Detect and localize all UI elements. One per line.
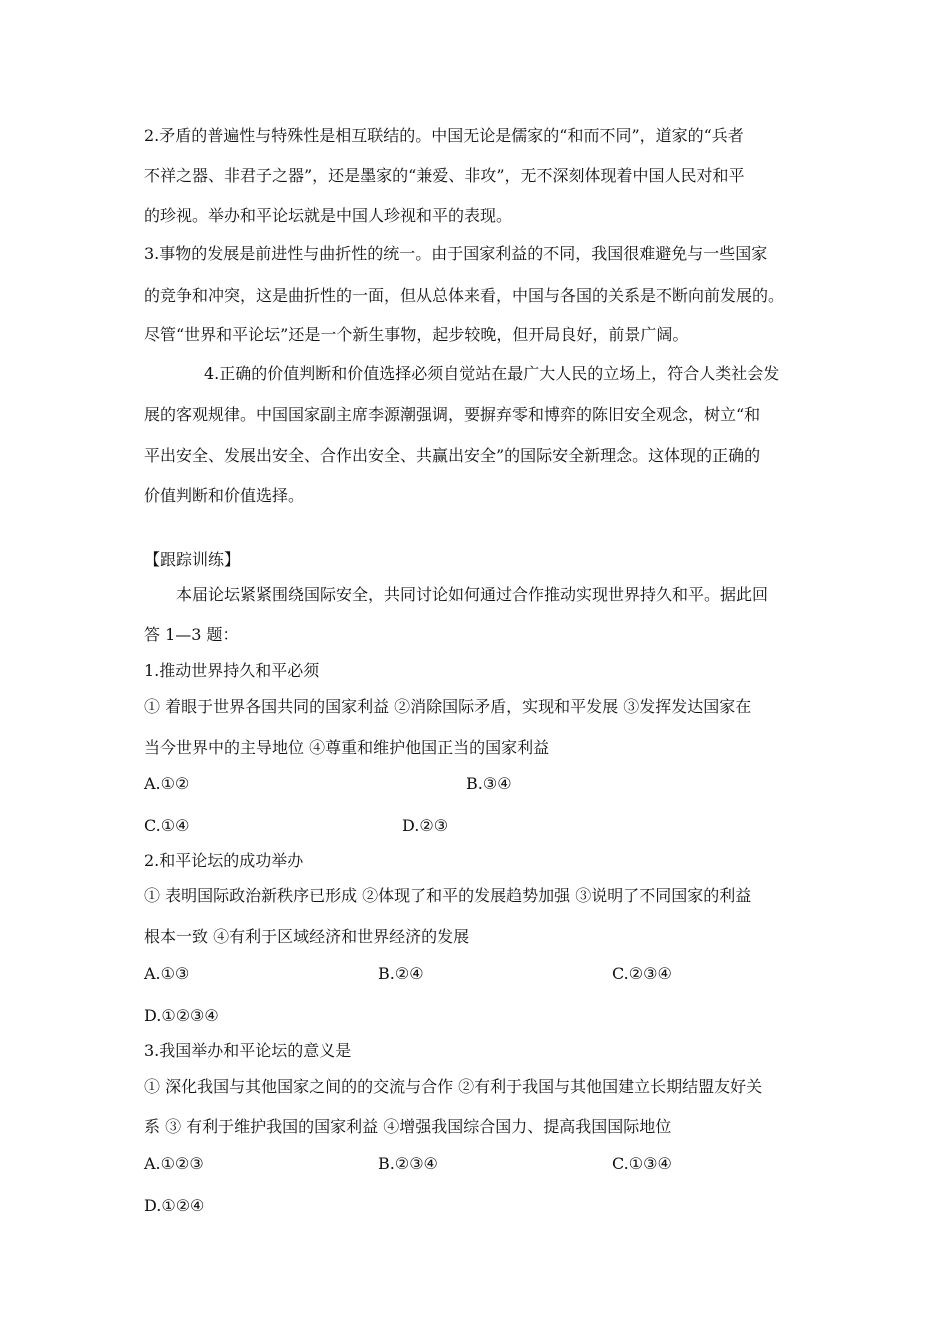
paragraph-2-line-1: 2.矛盾的普遍性与特殊性是相互联结的。中国无论是儒家的“和而不同”，道家的“兵者: [144, 126, 744, 145]
question-2-option-d: D.①②③④: [144, 1006, 219, 1025]
paragraph-4-line-1: 4.正确的价值判断和价值选择必须自觉站在最广大人民的立场上，符合人类社会发: [204, 364, 780, 383]
question-3-items-line-1: ① 深化我国与其他国家之间的的交流与合作 ②有利于我国与其他国建立长期结盟友好关: [144, 1077, 763, 1096]
question-1-option-a: A.①②: [144, 774, 190, 793]
paragraph-3-line-3: 尽管“世界和平论坛”还是一个新生事物，起步较晚，但开局良好，前景广阔。: [144, 325, 689, 344]
section-intro-line-2: 答 1—3 题：: [144, 625, 239, 644]
paragraph-4-line-2: 展的客观规律。中国国家副主席李源潮强调，要摒弃零和博弈的陈旧安全观念，树立“和: [144, 405, 761, 424]
question-2-option-c: C.②③④: [612, 964, 672, 983]
section-heading: 【跟踪训练】: [144, 550, 241, 569]
question-1-option-b: B.③④: [466, 774, 512, 793]
paragraph-4-line-4: 价值判断和价值选择。: [144, 486, 305, 505]
question-1-items-line-1: ① 着眼于世界各国共同的国家利益 ②消除国际矛盾，实现和平发展 ③发挥发达国家在: [144, 697, 752, 716]
question-1-items-line-2: 当今世界中的主导地位 ④尊重和维护他国正当的国家利益: [144, 738, 550, 757]
paragraph-4-line-3: 平出安全、发展出安全、合作出安全、共赢出安全”的国际安全新理念。这体现的正确的: [144, 446, 761, 465]
paragraph-2-line-2: 不祥之器、非君子之器”，还是墨家的“兼爱、非攻”，无不深刻体现着中国人民对和平: [144, 166, 745, 185]
question-2-items-line-2: 根本一致 ④有利于区域经济和世界经济的发展: [144, 927, 470, 946]
paragraph-3-line-1: 3.事物的发展是前进性与曲折性的统一。由于国家利益的不同，我国很难避免与一些国家: [144, 244, 768, 263]
question-3-items-line-2: 系 ③ 有利于维护我国的国家利益 ④增强我国综合国力、提高我国国际地位: [144, 1117, 672, 1136]
question-2-option-b: B.②④: [378, 964, 424, 983]
question-1-stem: 1.推动世界持久和平必须: [144, 661, 320, 680]
paragraph-3-line-2: 的竞争和冲突，这是曲折性的一面，但从总体来看，中国与各国的关系是不断向前发展的。: [144, 286, 785, 305]
section-intro-line-1: 本届论坛紧紧围绕国际安全，共同讨论如何通过合作推动实现世界持久和平。据此回: [176, 585, 769, 604]
question-2-option-a: A.①③: [144, 964, 190, 983]
question-3-stem: 3.我国举办和平论坛的意义是: [144, 1041, 352, 1060]
paragraph-2-line-3: 的珍视。举办和平论坛就是中国人珍视和平的表现。: [144, 206, 513, 225]
question-3-option-b: B.②③④: [378, 1154, 438, 1173]
question-3-option-c: C.①③④: [612, 1154, 672, 1173]
question-1-option-c: C.①④: [144, 816, 190, 835]
question-3-option-d: D.①②④: [144, 1196, 205, 1215]
question-2-items-line-1: ① 表明国际政治新秩序已形成 ②体现了和平的发展趋势加强 ③说明了不同国家的利益: [144, 886, 752, 905]
question-1-option-d: D.②③: [402, 816, 449, 835]
question-3-option-a: A.①②③: [144, 1154, 204, 1173]
question-2-stem: 2.和平论坛的成功举办: [144, 851, 304, 870]
